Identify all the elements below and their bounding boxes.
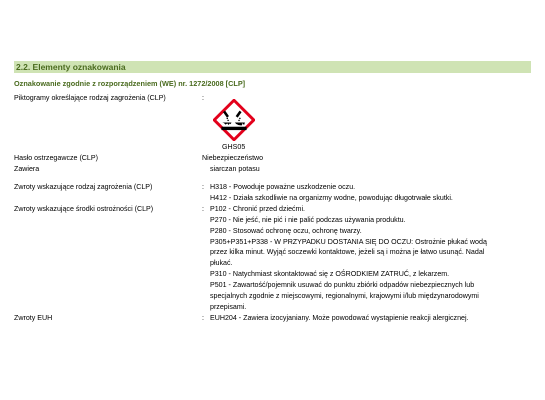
hazard-statement: H318 - Powoduje poważne uszkodzenie oczu. bbox=[210, 183, 356, 191]
precautionary-statement: przepisami. bbox=[210, 303, 247, 311]
signal-word-label: Hasło ostrzegawcze (CLP) bbox=[14, 154, 98, 162]
precautionary-statement: P501 - Zawartość/pojemnik usuwać do punktu zbiórki odpadów niebezpiecznych lub bbox=[210, 281, 475, 289]
pictogram-colon: : bbox=[202, 94, 204, 102]
precautionary-statement: P270 - Nie jeść, nie pić i nie palić podczas używania produktu. bbox=[210, 216, 406, 224]
euh-statements-colon: : bbox=[202, 314, 204, 322]
euh-statement: EUH204 - Zawiera izocyjaniany. Może powodować wystąpienie reakcji alergicznej. bbox=[210, 314, 469, 322]
regulation-subtitle: Oznakowanie zgodnie z rozporządzeniem (WE) nr. 1272/2008 [CLP] bbox=[14, 79, 246, 88]
precautionary-statement: P280 - Stosować ochronę oczu, ochronę twarzy. bbox=[210, 227, 362, 235]
precautionary-statements-colon: : bbox=[202, 205, 204, 213]
euh-statements-label: Zwroty EUH bbox=[14, 314, 53, 322]
precautionary-statements-label: Zwroty wskazujące środki ostrożności (CLP) bbox=[14, 205, 154, 213]
precautionary-statement: P102 - Chronić przed dziećmi. bbox=[210, 205, 306, 213]
pictogram-label: Piktogramy określające rodzaj zagrożenia (CLP) bbox=[14, 94, 166, 102]
signal-word-value: Niebezpieczeństwo bbox=[202, 154, 264, 162]
corrosion-pictogram-icon bbox=[213, 99, 255, 141]
section-heading: 2.2. Elementy oznakowania bbox=[14, 61, 531, 73]
precautionary-statement: P305+P351+P338 - W PRZYPADKU DOSTANIA SIĘ DO OCZU: Ostrożnie płukać wodą bbox=[210, 238, 487, 246]
precautionary-statement: P310 - Natychmiast skontaktować się z OŚRODKIEM ZATRUĆ, z lekarzem. bbox=[210, 270, 450, 278]
hazard-statements-colon: : bbox=[202, 183, 204, 191]
ghs-code: GHS05 bbox=[222, 143, 246, 151]
precautionary-statement: przez kilka minut. Wyjąć soczewki kontaktowe, jeżeli są i można je łatwo usunąć. Nadal bbox=[210, 248, 485, 256]
contains-value: siarczan potasu bbox=[210, 165, 260, 173]
precautionary-statement: specjalnych zgodnie z miejscowymi, regionalnymi, krajowymi i/lub międzynarodowymi bbox=[210, 292, 479, 300]
contains-label: Zawiera bbox=[14, 165, 40, 173]
hazard-statement: H412 - Działa szkodliwie na organizmy wodne, powodując długotrwałe skutki. bbox=[210, 194, 453, 202]
hazard-statements-label: Zwroty wskazujące rodzaj zagrożenia (CLP) bbox=[14, 183, 153, 191]
precautionary-statement: płukać. bbox=[210, 259, 233, 267]
